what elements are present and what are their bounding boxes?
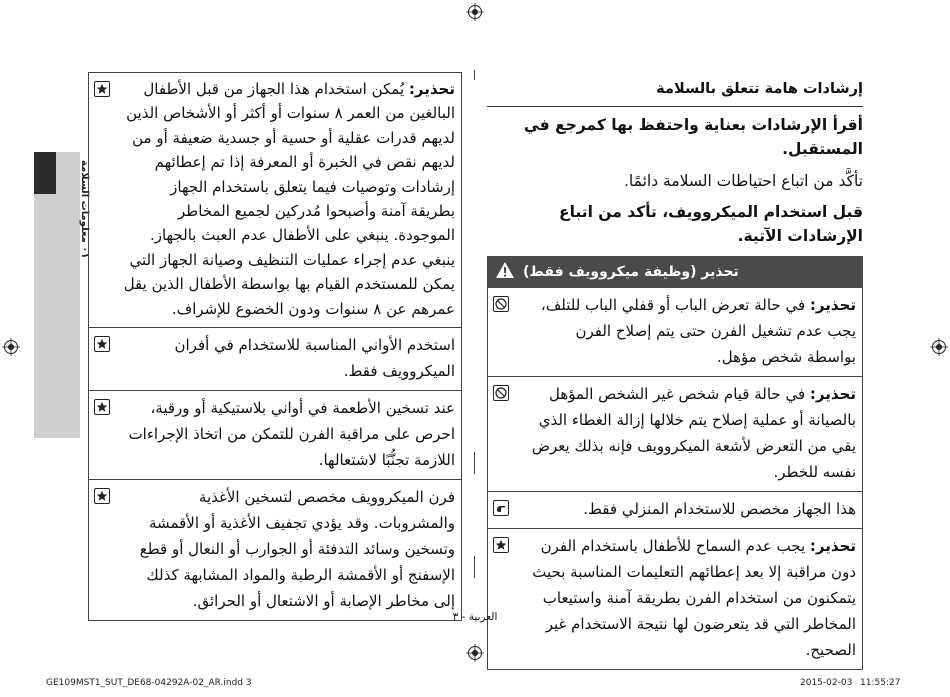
section-heading: إرشادات هامة تتعلق بالسلامة <box>656 81 863 97</box>
star-icon <box>94 336 110 352</box>
table-row-text: تحذير: يُمكن استخدام هذا الجهاز من قبل الأطفال البالغين من العمر ٨ سنوات أو أكثر أو الأشخاص الذين لديهم قدرات عقلية أو حسية أو جسدية ضعيفة أو من لديهم نقص في الخبرة أو المعرفة إذا تم إعطائهم إرشادات وتوصيات فيما يتعلق باستخدام الجهاز بطريقة آمنة وأصبحوا مُدركين لجميع المخاطر الموجودة. ينبغي على الأطفال عدم العبث بالجهاز. ينبغي عدم إجراء عمليات التنظيف وصيانة الجهاز التي يمكن للمستخدم القيام بها بواسطة الأطفال الذين يقل عمرهم عن ٨ سنوات ودون الخضوع للإشراف. <box>123 80 455 318</box>
prohibited-icon <box>493 385 509 401</box>
table-row-text: تحذير: في حالة تعرض الباب أو قفلي الباب للتلف، يجب عدم تشغيل الفرن حتى يتم إصلاح الفرن بواسطة شخص مؤهل. <box>540 296 856 366</box>
left-column <box>88 72 462 621</box>
column-divider-mark <box>474 70 475 80</box>
table-row-text: استخدم الأواني المناسبة للاستخدام في أفران الميكروويف فقط. <box>174 336 455 381</box>
safety-note: تأكَّد من اتباع احتياطات السلامة دائمًا. <box>623 172 863 190</box>
table-row <box>488 288 862 376</box>
intro-instruction: أقرأ الإرشادات بعناية واحتفظ بها كمرجع في المستقبل. <box>523 116 863 158</box>
star-icon <box>94 488 110 504</box>
table-row <box>488 376 862 491</box>
registration-mark-top <box>466 3 484 21</box>
prohibited-icon <box>493 296 509 312</box>
warning-banner <box>487 256 863 288</box>
table-row-text: عند تسخين الأطعمة في أواني بلاستيكية أو ورقية، احرص على مراقبة الفرن للتمكن من اتخاذ الإجراءات اللازمة تجنُّبًا لاشتعالها. <box>128 399 455 470</box>
star-icon <box>493 537 509 553</box>
registration-mark-left <box>2 338 20 356</box>
table-row <box>89 327 461 390</box>
table-row <box>89 73 461 327</box>
table-row-text: تحذير: يجب عدم السماح للأطفال باستخدام الفرن دون مراقبة إلا بعد إعطائهم التعليمات المناسبة بحيث يتمكنون من استخدام الفرن بطريقة آمنة واستيعاب المخاطر التي قد يتعرضون لها نتيجة الاستخدام غير الصحيح. <box>532 537 856 659</box>
side-tab-label: ٠١ معلومات السلامة <box>79 160 90 259</box>
warning-banner-label: تحذير (وظيفة ميكروويف فقط) <box>523 264 739 280</box>
star-icon <box>94 399 110 415</box>
table-row <box>89 479 461 620</box>
registration-mark-right <box>930 338 948 356</box>
side-tab-marker <box>34 152 56 194</box>
footer-time: 11:55:27 <box>860 678 901 688</box>
registration-mark-bottom <box>466 644 484 662</box>
left-warning-table <box>88 72 462 621</box>
footer-date: 2015-02-03 <box>800 678 853 688</box>
chapter-side-tab <box>34 152 90 438</box>
column-divider-mark <box>474 556 475 578</box>
pre-use-instruction: قبل استخدام الميكروويف، تأكد من اتباع الإرشادات الآتية. <box>559 203 863 245</box>
table-row <box>89 390 461 479</box>
table-row-text: هذا الجهاز مخصص للاستخدام المنزلي فقط. <box>583 500 856 518</box>
table-row-text: تحذير: في حالة قيام شخص غير الشخص المؤهل بالصيانة أو عملية إصلاح يتم خلالها إزالة الغطاء الذي يقي من التعرض لأشعة الميكروويف فإنه بذلك يعرض نفسه للخطر. <box>531 385 856 481</box>
table-row-text: فرن الميكروويف مخصص لتسخين الأغذية والمشروبات. وقد يؤدي تجفيف الأغذية أو الأقمشة وتسخين وسائد التدفئة أو الجوارب أو النعال أو قطع الإسفنج أو الأقمشة الرطبة والمواد المشابهة كذلك إلى مخاطر الإصابة أو الاشتعال أو الحرائق. <box>139 488 455 611</box>
page-number: العربية - ٣ <box>452 611 498 623</box>
table-row <box>488 491 862 528</box>
column-divider-mark <box>474 452 475 474</box>
warning-triangle-icon <box>495 261 515 283</box>
table-row <box>488 528 862 669</box>
star-icon <box>94 81 110 97</box>
right-column <box>487 72 863 670</box>
hand-icon <box>493 500 509 516</box>
footer-filename: GE109MST1_SUT_DE68-04292A-02_AR.indd 3 <box>46 678 252 688</box>
